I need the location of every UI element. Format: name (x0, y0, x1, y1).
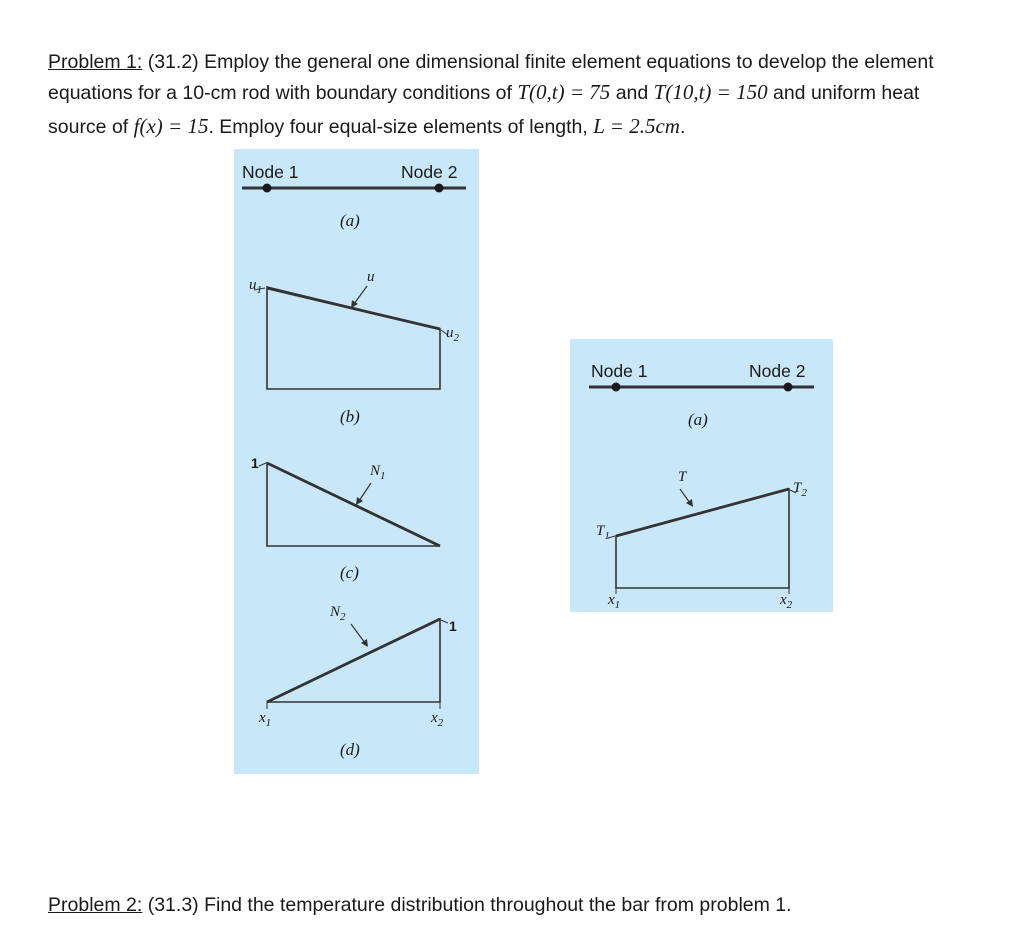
problem1-heading: Problem 1: (48, 51, 143, 73)
problem1-line2-text-c: and uniform heat (767, 82, 920, 104)
element-length: L = 2.5cm (593, 114, 680, 138)
u-arrow (354, 286, 367, 304)
caption-a: (a) (340, 211, 360, 230)
problem2-line (48, 896, 792, 916)
problem1-line1-text: (31.2) Employ the general one dimensional finite element equations to develop the element (142, 51, 934, 73)
u2-label: $u_2$ (446, 325, 459, 344)
problem1-line3-text-b: . Employ four equal-size elements of length, (208, 116, 594, 138)
problem1-line1 (48, 53, 934, 73)
right-node1-label: Node 1 (591, 361, 648, 381)
caption-d: (d) (340, 740, 360, 759)
n1-label: $N_1$ (370, 463, 386, 482)
problem1-line2-text-b: and (610, 82, 654, 104)
node1-dot (263, 184, 272, 193)
problem1-line3-text-c: . (679, 116, 686, 138)
problem1-line2-text-a: equations for a 10-cm rod with boundary conditions of (48, 82, 518, 104)
n2-label: $N_2$ (330, 604, 346, 623)
node1-label: Node 1 (242, 162, 299, 182)
right-node1-dot (612, 383, 621, 392)
figure-right-temperature-element (570, 339, 833, 612)
caption-c: (c) (340, 563, 359, 582)
problem1-line2 (48, 82, 919, 104)
n2-arrow-head (361, 639, 368, 647)
problem1-line3-text-a: source of (48, 116, 134, 138)
n1-shape-line (267, 463, 440, 546)
u-label: u (367, 269, 375, 285)
t-arrow-head (686, 499, 693, 507)
right-node2-label: Node 2 (749, 361, 806, 381)
n1-value-one: 1 (251, 455, 259, 471)
right-caption-a: (a) (688, 410, 708, 429)
n1-arrow-head (356, 497, 363, 505)
n2-arrow (351, 624, 365, 643)
figure-left-svg (234, 149, 479, 774)
t-label: T (678, 469, 687, 485)
node2-dot (435, 184, 444, 193)
figure-right-svg (570, 339, 833, 612)
n1-one-leader (259, 463, 266, 466)
right-x2-label: $x_2$ (780, 592, 793, 611)
problem2-text: (31.3) Find the temperature distribution throughout the bar from problem 1. (142, 894, 792, 916)
heat-source-function: f(x) = 15 (133, 114, 209, 138)
right-linear-line (616, 489, 789, 536)
right-x1-label: $x_1$ (608, 592, 621, 611)
t2-label: $T_2$ (793, 480, 807, 499)
t-arrow (680, 489, 690, 503)
caption-b: (b) (340, 407, 360, 426)
figure-left-shape-functions (234, 149, 479, 774)
right-node2-dot (784, 383, 793, 392)
u-arrow-head (351, 300, 358, 308)
linear-approx-line (267, 288, 440, 329)
t1-label: $T_1$ (596, 523, 610, 542)
u1-label: $u_1$ (249, 277, 262, 296)
problem2-heading: Problem 2: (48, 894, 143, 916)
n2-value-one: 1 (449, 618, 457, 634)
n1-arrow (359, 483, 371, 501)
boundary-condition-2: T(10,t) = 150 (653, 80, 768, 104)
node2-label: Node 2 (401, 162, 458, 182)
x2-label: $x_2$ (431, 710, 444, 729)
problem1-line3 (48, 116, 685, 138)
boundary-condition-1: T(0,t) = 75 (517, 80, 611, 104)
x1-label: $x_1$ (259, 710, 272, 729)
n2-one-leader (441, 620, 448, 623)
n2-shape-line (267, 619, 440, 702)
right-trapezoid (616, 489, 789, 588)
